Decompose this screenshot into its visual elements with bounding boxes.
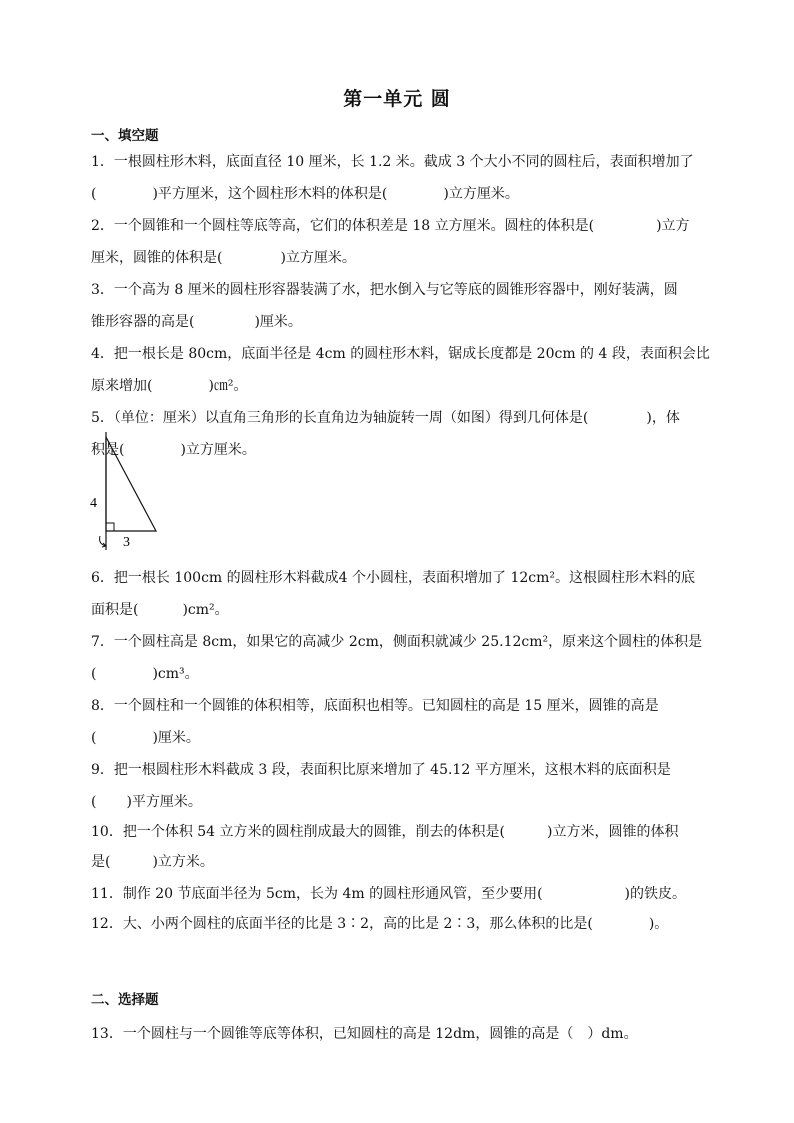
question-1-line-1: 1．一根圆柱形木料，底面直径 10 厘米，长 1.2 米。截成 3 个大小不同的圆柱后，表面积增加了 — [91, 154, 694, 170]
question-10-line-2 — [91, 852, 214, 872]
question-4-line-1: 4．把一根长是 80cm，底面半径是 4cm 的圆柱形木料，锯成长度都是 20cm 的 4 段，表面积会比 — [91, 346, 710, 362]
question-13-line-1 — [91, 1024, 638, 1044]
question-2-text: 2．一个圆锥和一个圆柱等底等高，它们的体积差是 18 立方厘米。圆柱的体积是( — [91, 218, 595, 234]
question-2-line-1 — [91, 216, 690, 236]
question-11-line-1 — [91, 884, 686, 904]
question-5-text-end: )立方厘米。 — [180, 442, 256, 458]
question-13-text-end: ）dm。 — [587, 1026, 638, 1042]
triangle-height-label: 4 — [90, 496, 97, 511]
question-10-line-1 — [91, 822, 678, 842]
question-11-text-end: )的铁皮。 — [624, 886, 687, 902]
question-13-text: 13．一个圆柱与一个圆锥等底等体积，已知圆柱的高是 12dm，圆锥的高是（ — [91, 1026, 574, 1042]
question-5-text-end: )，体 — [646, 410, 680, 426]
question-2-text-end: )立方厘米。 — [280, 250, 356, 266]
question-3-text: 锥形容器的高是( — [91, 314, 195, 330]
question-2-text: 厘米，圆锥的体积是( — [91, 250, 223, 266]
page-title: 第一单元 圆 — [343, 88, 451, 110]
triangle-base-label: 3 — [123, 535, 130, 550]
question-9-line-1: 9．把一根圆柱形木料截成 3 段，表面积比原来增加了 45.12 平方厘米，这根木料的底面积是 — [91, 762, 671, 778]
question-1-text: )平方厘米，这个圆柱形木料的体积是( — [152, 186, 388, 202]
question-4-text-end: )㎝²。 — [208, 378, 248, 394]
question-12-line-1 — [91, 914, 668, 934]
section-multiple-choice-heading: 二、选择题 — [91, 992, 159, 1008]
paren-open: ( — [91, 666, 97, 682]
paren-open: ( — [91, 730, 97, 746]
paren-open: ( — [91, 794, 97, 810]
question-1-text-end: )立方厘米。 — [443, 186, 519, 202]
question-3-text-end: )厘米。 — [254, 314, 302, 330]
question-10-text-end: )立方米，圆锥的体积 — [547, 824, 679, 840]
question-7-line-2 — [91, 664, 199, 684]
question-8-line-2 — [91, 728, 200, 748]
question-12-text-end: )。 — [648, 916, 669, 932]
question-12-text: 12．大、小两个圆柱的底面半径的比是 3∶2，高的比是 2∶3，那么体积的比是( — [91, 916, 593, 932]
question-11-text: 11．制作 20 节底面半径为 5cm，长为 4m 的圆柱形通风管，至少要用( — [91, 886, 543, 902]
question-5-text: 5．（单位：厘米）以直角三角形的长直角边为轴旋转一周（如图）得到几何体是( — [91, 410, 589, 426]
right-triangle — [106, 437, 156, 531]
question-10-text: 10．把一个体积 54 立方米的圆柱削成最大的圆锥，削去的体积是( — [91, 824, 505, 840]
question-9-line-2 — [91, 792, 202, 812]
right-triangle-rotation-figure — [86, 432, 166, 552]
question-6-text: 面积是( — [91, 602, 139, 618]
paren-open: ( — [91, 186, 97, 202]
question-3-line-1: 3．一个高为 8 厘米的圆柱形容器装满了水，把水倒入与它等底的圆锥形容器中，刚好装满，圆 — [91, 282, 678, 298]
question-3-line-2 — [91, 312, 302, 332]
question-2-text-end: )立方 — [656, 218, 690, 234]
question-8-line-1: 8．一个圆柱和一个圆锥的体积相等，底面积也相等。已知圆柱的高是 15 厘米，圆锥的高是 — [91, 698, 659, 714]
question-6-line-2 — [91, 600, 229, 620]
question-2-line-2 — [91, 248, 356, 268]
question-4-text: 原来增加( — [91, 378, 153, 394]
question-8-text-end: )厘米。 — [152, 730, 200, 746]
question-5-text: 积是( — [91, 442, 125, 458]
question-10-text-end: )立方米。 — [152, 854, 214, 870]
question-10-text: 是( — [91, 854, 111, 870]
question-6-line-1: 6．把一根长 100cm 的圆柱形木料截成4 个小圆柱，表面积增加了 12cm²。这根圆柱形木料的底 — [91, 570, 695, 586]
question-5-line-1 — [91, 408, 680, 428]
right-angle-mark — [106, 523, 114, 531]
question-1-line-2 — [91, 184, 519, 204]
section-fill-blank-heading: 一、填空题 — [91, 128, 159, 144]
question-7-line-1: 7．一个圆柱高是 8cm，如果它的高减少 2cm，侧面积就减少 25.12cm²，原来这个圆柱的体积是 — [91, 634, 703, 650]
question-7-text-end: )cm³。 — [152, 666, 199, 682]
question-4-line-2 — [91, 376, 248, 396]
question-9-text-end: )平方厘米。 — [126, 794, 202, 810]
question-6-text-end: )cm²。 — [182, 602, 229, 618]
